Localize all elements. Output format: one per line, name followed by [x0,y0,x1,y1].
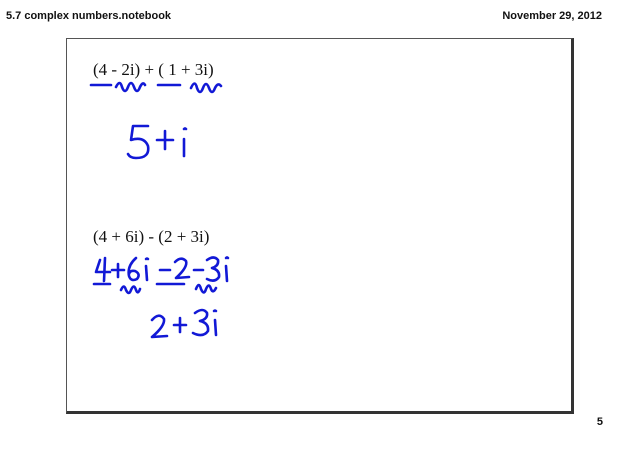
notebook-date: November 29, 2012 [502,10,602,22]
whiteboard-frame [66,38,574,414]
problem-2-expression: (4 + 6i) - (2 + 3i) [93,227,210,246]
problem-1-expression: (4 - 2i) + ( 1 + 3i) [93,60,214,79]
notebook-filename: 5.7 complex numbers.notebook [6,10,172,22]
page-number: 5 [596,416,603,428]
